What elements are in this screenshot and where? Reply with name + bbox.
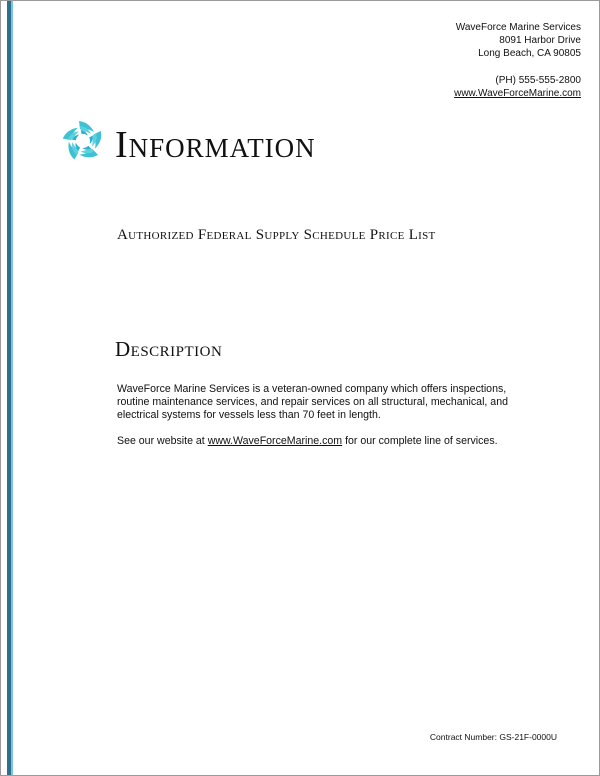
website-paragraph-lead: See our website at [117,435,208,447]
website-paragraph [117,435,517,448]
website-paragraph-tail: for our complete line of services. [342,435,498,447]
website-link-inline[interactable]: www.WaveForceMarine.com [207,435,343,447]
company-address-block [454,21,581,100]
company-logo-icon [61,119,105,163]
page-title: Information [115,124,316,166]
page-subtitle: Authorized Federal Supply Schedule Price List [117,227,436,243]
company-name: WaveForce Marine Services [455,22,581,33]
city-state-zip: Long Beach, CA 90805 [478,48,581,59]
description-paragraph: WaveForce Marine Services is a veteran-owned company which offers inspections, routine maintenance services, and repair services on all structural, mechanical, and electrical systems for vessels less than 70 feet in length. [117,383,508,421]
street-address: 8091 Harbor Drive [499,35,581,46]
description-heading: Description [115,337,223,361]
contract-number: Contract Number: GS-21F-0000U [429,732,557,742]
phone-number: (PH) 555-555-2800 [495,75,581,86]
side-accent-bar-light [11,1,13,775]
website-link[interactable]: www.WaveForceMarine.com [454,88,581,99]
description-body [117,383,517,461]
